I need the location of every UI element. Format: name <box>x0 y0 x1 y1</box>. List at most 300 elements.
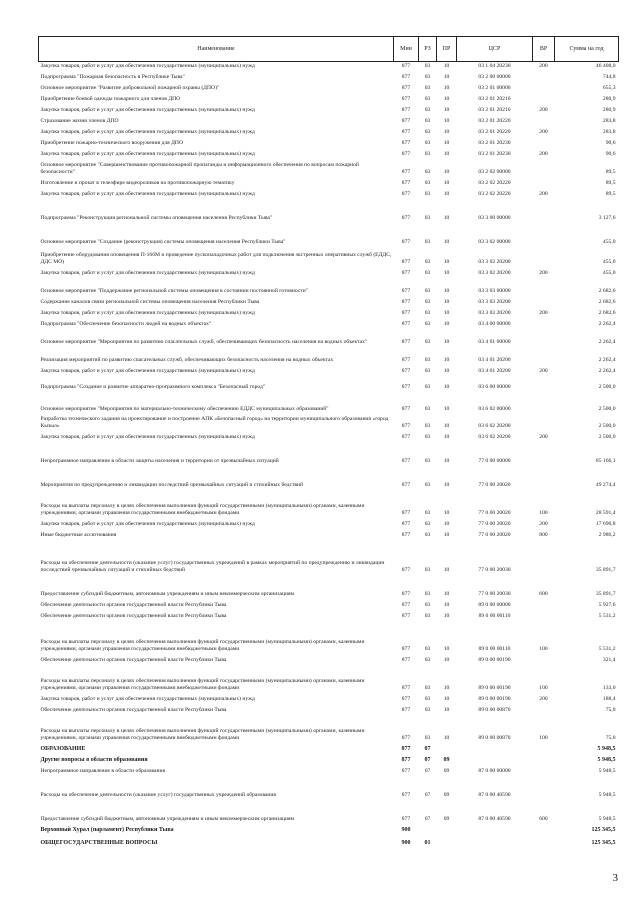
cell-rz: 03 <box>424 590 431 597</box>
cell-csr: 87 0 00 00000 <box>478 767 511 774</box>
cell-name: Подпрограмма "Создание и развитие аппаратно-программного комплекса "Безопасный город" <box>40 383 266 390</box>
cell-vr <box>533 441 555 465</box>
cell-rz: 03 <box>424 509 431 516</box>
cell-csr: 89 0 00 00000 <box>478 601 511 608</box>
cell-pr: 10 <box>443 509 450 516</box>
cell-vr: 100 <box>539 684 548 691</box>
cell-csr: 03 3 03 00000 <box>478 287 511 294</box>
cell-pr: 10 <box>443 356 450 363</box>
cell-sum: 125 345,5 <box>591 826 616 833</box>
cell-rz: 03 <box>424 566 431 573</box>
cell-pr: 10 <box>443 269 450 276</box>
cell-vr <box>533 465 555 489</box>
cell-vr <box>533 176 555 187</box>
table-row <box>39 317 619 328</box>
table-row <box>39 295 619 306</box>
cell-name: Обеспечение деятельности органов государственной власти Республики Тыва <box>40 612 227 619</box>
cell-sum: 5 948,5 <box>597 745 616 752</box>
header-csr: ЦСР <box>457 37 533 62</box>
cell-name: Предоставление субсидий бюджетным, автономным учреждениям и иным некоммерческим организациям <box>40 590 295 597</box>
header-sum: Сумма на год <box>555 37 619 62</box>
table-row <box>39 364 619 375</box>
cell-rz: 03 <box>424 84 431 91</box>
cell-csr: 03 2 01 20220 <box>478 117 511 124</box>
cell-sum: 5 948,5 <box>598 791 616 798</box>
cell-csr: 77 0 00 20030 <box>478 566 511 573</box>
cell-rz: 07 <box>424 815 431 822</box>
cell-sum: 5 948,5 <box>597 756 616 763</box>
cell-csr: 03 2 02 20220 <box>478 179 511 186</box>
cell-name: Непрограммное направление в области образования <box>40 767 166 774</box>
cell-sum: 89,5 <box>605 168 616 175</box>
cell-rz <box>419 823 437 834</box>
cell-sum: 455,0 <box>602 258 616 265</box>
cell-pr: 10 <box>443 367 450 374</box>
cell-sum: 655,3 <box>602 84 616 91</box>
cell-csr <box>457 742 533 753</box>
cell-csr: 03 2 01 20210 <box>478 95 511 102</box>
cell-min: 877 <box>401 734 411 741</box>
cell-min: 877 <box>401 168 411 175</box>
cell-min: 877 <box>401 179 411 186</box>
cell-rz: 03 <box>424 684 431 691</box>
cell-name: Закупка товаров, работ и услуг для обеспечения государственных (муниципальных) нужд <box>40 433 255 440</box>
table-row <box>39 609 619 620</box>
cell-csr: 03 2 01 20210 <box>478 106 511 113</box>
cell-rz: 03 <box>424 62 431 69</box>
cell-csr: 77 0 00 20030 <box>478 590 511 597</box>
cell-csr: 03 2 01 00000 <box>478 84 511 91</box>
cell-pr: 10 <box>443 695 450 702</box>
cell-min: 877 <box>401 106 411 113</box>
cell-sum: 321,4 <box>602 656 616 663</box>
cell-rz: 03 <box>424 190 431 197</box>
cell-min: 877 <box>401 695 411 702</box>
table-row <box>39 764 619 775</box>
cell-sum: 28 591,4 <box>595 509 616 516</box>
cell-vr: 100 <box>539 509 548 516</box>
cell-vr <box>533 742 555 753</box>
cell-pr: 10 <box>443 62 450 69</box>
cell-min: 877 <box>401 309 411 316</box>
cell-csr: 03 2 02 20220 <box>478 190 511 197</box>
cell-name: Содержание каналов связи региональной системы оповещения населения Республики Тыва <box>40 298 260 305</box>
cell-csr: 03 2 00 00000 <box>478 73 511 80</box>
cell-sum: 2 986,2 <box>598 531 616 538</box>
cell-name: Закупка товаров, работ и услуг для обеспечения государственных (муниципальных) нужд <box>40 150 255 157</box>
cell-rz: 03 <box>424 706 431 713</box>
cell-vr <box>533 598 555 609</box>
cell-pr: 10 <box>443 95 450 102</box>
table-row <box>39 742 619 753</box>
cell-sum: 5 531,2 <box>598 612 616 619</box>
cell-sum: 3 127,6 <box>598 214 616 221</box>
table-row <box>39 653 619 664</box>
table-row <box>39 823 619 834</box>
cell-vr <box>533 328 555 346</box>
cell-min: 877 <box>401 269 411 276</box>
cell-pr: 09 <box>443 791 450 798</box>
cell-csr: 03 6 02 20200 <box>478 422 511 429</box>
cell-csr: 03 3 03 20200 <box>478 298 511 305</box>
table-row <box>39 834 619 847</box>
cell-sum: 744,8 <box>602 73 616 80</box>
cell-rz: 03 <box>424 405 431 412</box>
cell-pr: 10 <box>443 139 450 146</box>
cell-min: 877 <box>401 367 411 374</box>
cell-pr: 10 <box>443 590 450 597</box>
cell-pr: 10 <box>443 287 450 294</box>
cell-csr: 03 2 01 20230 <box>478 139 511 146</box>
cell-csr: 89 0 00 00870 <box>478 734 511 741</box>
cell-vr <box>533 764 555 775</box>
cell-rz: 03 <box>424 320 431 327</box>
cell-rz: 03 <box>424 695 431 702</box>
cell-rz: 03 <box>424 645 431 652</box>
cell-rz: 07 <box>424 756 431 763</box>
cell-vr <box>533 158 555 176</box>
cell-csr: 03 2 01 20230 <box>478 150 511 157</box>
cell-csr: 77 0 00 00000 <box>478 457 511 464</box>
cell-vr <box>533 136 555 147</box>
cell-csr: 89 0 00 00190 <box>478 695 511 702</box>
table-row <box>39 517 619 528</box>
cell-min: 877 <box>401 298 411 305</box>
cell-min: 877 <box>401 767 411 774</box>
cell-sum: 85 166,1 <box>595 457 616 464</box>
cell-sum: 2 500,0 <box>598 405 616 412</box>
table-row <box>39 346 619 364</box>
cell-min: 877 <box>401 383 411 390</box>
cell-vr <box>533 114 555 125</box>
cell-csr: 03 6 00 00000 <box>478 383 511 390</box>
cell-sum: 46 408,0 <box>595 62 616 69</box>
cell-csr: 89 0 00 00190 <box>478 656 511 663</box>
cell-sum: 5 531,2 <box>598 645 616 652</box>
cell-pr: 10 <box>443 258 450 265</box>
cell-pr: 10 <box>443 338 450 345</box>
cell-name: Расходы на выплаты персоналу в целях обеспечения выполнения функций государственными (муниципальными) органами, казенными учреждениями, органами управления государственными внебюджетными фондами <box>40 728 365 741</box>
cell-rz: 03 <box>424 309 431 316</box>
cell-rz: 03 <box>424 73 431 80</box>
cell-pr: 10 <box>443 520 450 527</box>
cell-rz: 03 <box>424 383 431 390</box>
table-row <box>39 125 619 136</box>
cell-pr: 10 <box>443 106 450 113</box>
cell-csr: 03 3 03 20200 <box>478 309 511 316</box>
cell-pr: 10 <box>443 179 450 186</box>
cell-name: Подпрограмма "Пожарная безопасность в Республике Тыва" <box>40 73 185 80</box>
cell-vr: 200 <box>539 128 548 135</box>
cell-name: Расходы на выплаты персоналу в целях обеспечения выполнения функций государственными (муниципальными) органами, казенными учреждениями, органами управления государственными внебюджетными фондами <box>40 639 365 652</box>
cell-pr: 10 <box>443 84 450 91</box>
table-row <box>39 266 619 277</box>
cell-pr: 10 <box>443 684 450 691</box>
cell-min: 877 <box>401 520 411 527</box>
cell-vr: 800 <box>539 531 548 538</box>
cell-pr: 10 <box>443 117 450 124</box>
cell-min: 877 <box>401 645 411 652</box>
cell-pr: 10 <box>443 73 450 80</box>
cell-vr <box>533 92 555 103</box>
cell-pr: 10 <box>443 433 450 440</box>
cell-vr <box>533 198 555 222</box>
table-row <box>39 158 619 176</box>
cell-csr: 87 0 00 40590 <box>478 815 511 822</box>
cell-vr <box>533 70 555 81</box>
cell-csr: 03 1 04 20230 <box>478 62 511 69</box>
cell-sum: 2 500,0 <box>598 383 616 390</box>
cell-min: 877 <box>401 656 411 663</box>
cell-rz: 03 <box>424 457 431 464</box>
table-row <box>39 391 619 413</box>
cell-pr: 10 <box>443 298 450 305</box>
table-row <box>39 246 619 266</box>
table-row <box>39 413 619 430</box>
cell-vr <box>533 246 555 266</box>
cell-csr: 77 0 00 20020 <box>478 509 511 516</box>
cell-name: Закупка товаров, работ и услуг для обеспечения государственных (муниципальных) нужд <box>40 106 255 113</box>
cell-rz: 03 <box>424 95 431 102</box>
cell-name: Подпрограмма "Обеспечение безопасности людей на водных объектах" <box>40 320 212 327</box>
cell-min: 877 <box>401 509 411 516</box>
table-row <box>39 187 619 198</box>
cell-name: Приобретение оборудования оповещения П-166М и проведение пусконаладочных работ для подключения экстренных оперативных служб (ЕДДС, ДДС МО) <box>40 252 392 265</box>
cell-pr: 10 <box>443 128 450 135</box>
cell-csr: 03 6 02 20200 <box>478 433 511 440</box>
cell-min: 877 <box>401 745 411 752</box>
cell-name: Закупка товаров, работ и услуг для обеспечения государственных (муниципальных) нужд <box>40 269 255 276</box>
cell-csr: 03 2 02 00000 <box>478 168 511 175</box>
cell-sum: 283,8 <box>602 128 616 135</box>
cell-pr: 10 <box>443 601 450 608</box>
table-row <box>39 598 619 609</box>
cell-min: 900 <box>401 839 411 846</box>
cell-vr: 600 <box>539 815 548 822</box>
cell-sum: 5 948,5 <box>598 767 616 774</box>
cell-pr: 10 <box>443 238 450 245</box>
cell-pr: 10 <box>443 457 450 464</box>
table-row <box>39 306 619 317</box>
cell-min: 877 <box>401 590 411 597</box>
cell-csr: 03 2 01 20220 <box>478 128 511 135</box>
cell-name: Закупка товаров, работ и услуг для обеспечения государственных (муниципальных) нужд <box>40 62 255 69</box>
cell-min: 877 <box>401 150 411 157</box>
cell-rz: 03 <box>424 520 431 527</box>
cell-sum: 2 262,4 <box>598 367 616 374</box>
cell-min: 877 <box>401 531 411 538</box>
table-row <box>39 147 619 158</box>
cell-pr: 10 <box>443 168 450 175</box>
cell-csr: 03 4 00 00000 <box>478 320 511 327</box>
cell-name: Страхование жизни членов ДПО <box>40 117 119 124</box>
cell-sum: 75,0 <box>605 734 616 741</box>
cell-rz: 03 <box>424 287 431 294</box>
cell-min: 877 <box>401 214 411 221</box>
cell-min: 877 <box>401 457 411 464</box>
header-rz: РЗ <box>419 37 437 62</box>
cell-sum: 283,8 <box>602 117 616 124</box>
cell-name: Мероприятия по предупреждению и ликвидации последствий чрезвычайных ситуаций и стихийных бедствий <box>40 481 304 488</box>
table-row <box>39 692 619 703</box>
cell-sum: 2 262,4 <box>598 356 616 363</box>
cell-min: 877 <box>401 791 411 798</box>
cell-rz: 03 <box>424 168 431 175</box>
cell-sum: 188,4 <box>602 695 616 702</box>
cell-name: Подпрограмма "Реконструкция региональной системы оповещения населения Республики Тыва" <box>40 214 273 221</box>
table-row <box>39 136 619 147</box>
cell-min: 877 <box>401 422 411 429</box>
table-row <box>39 222 619 246</box>
cell-vr <box>533 539 555 574</box>
cell-pr: 09 <box>443 767 450 774</box>
cell-csr: 03 3 02 20200 <box>478 258 511 265</box>
cell-csr: 87 0 00 40590 <box>478 791 511 798</box>
cell-rz: 03 <box>424 481 431 488</box>
table-row <box>39 574 619 598</box>
cell-vr: 200 <box>539 695 548 702</box>
table-row <box>39 703 619 714</box>
cell-rz: 07 <box>424 767 431 774</box>
cell-name: Предоставление субсидий бюджетным, автономным учреждениям и иным некоммерческим организациям <box>40 815 295 822</box>
cell-name: Закупка товаров, работ и услуг для обеспечения государственных (муниципальных) нужд <box>40 128 255 135</box>
cell-rz: 03 <box>424 656 431 663</box>
cell-name: Верховный Хурал (парламент) Республики Тыва <box>40 826 174 833</box>
cell-rz: 03 <box>424 214 431 221</box>
header-vr: ВР <box>533 37 555 62</box>
cell-csr: 03 4 01 00000 <box>478 338 511 345</box>
cell-csr <box>457 823 533 834</box>
cell-min: 877 <box>401 706 411 713</box>
cell-vr: 600 <box>539 590 548 597</box>
cell-min: 877 <box>401 238 411 245</box>
cell-name: Расходы на выплаты персоналу в целях обеспечения выполнения функций государственными (муниципальными) органами, казенными учреждениями, органами управления государственными внебюджетными фондами <box>40 503 365 516</box>
cell-rz: 03 <box>424 356 431 363</box>
cell-min: 877 <box>401 481 411 488</box>
cell-vr: 200 <box>539 520 548 527</box>
cell-csr: 77 0 00 20020 <box>478 520 511 527</box>
cell-rz: 03 <box>424 298 431 305</box>
cell-pr: 10 <box>443 422 450 429</box>
cell-sum: 89,5 <box>605 179 616 186</box>
cell-sum: 35 891,7 <box>595 590 616 597</box>
table-row <box>39 714 619 742</box>
cell-rz: 03 <box>424 258 431 265</box>
cell-pr: 10 <box>443 190 450 197</box>
cell-sum: 89,5 <box>605 190 616 197</box>
cell-name: Обеспечение деятельности органов государственной власти Республики Тыва <box>40 656 227 663</box>
cell-rz: 07 <box>424 745 431 752</box>
cell-min: 877 <box>401 566 411 573</box>
cell-vr <box>533 295 555 306</box>
header-pr: ПР <box>437 37 457 62</box>
cell-name: Другие вопросы в области образования <box>40 756 148 763</box>
cell-rz: 03 <box>424 338 431 345</box>
cell-csr: 03 4 01 20200 <box>478 356 511 363</box>
cell-pr: 10 <box>443 734 450 741</box>
cell-rz: 01 <box>424 839 431 846</box>
table-header-row <box>39 37 619 62</box>
table-row <box>39 114 619 125</box>
cell-min: 877 <box>401 612 411 619</box>
cell-rz: 07 <box>424 791 431 798</box>
cell-vr <box>533 653 555 664</box>
table-row <box>39 753 619 764</box>
cell-pr <box>437 823 457 834</box>
cell-sum: 90,6 <box>605 139 616 146</box>
cell-pr: 10 <box>443 405 450 412</box>
cell-pr: 10 <box>443 612 450 619</box>
cell-sum: 2 500,0 <box>598 422 616 429</box>
cell-min: 877 <box>401 287 411 294</box>
cell-csr <box>457 834 533 847</box>
cell-name: Обеспечение деятельности органов государственной власти Республики Тыва <box>40 706 227 713</box>
cell-vr <box>533 703 555 714</box>
cell-rz: 03 <box>424 601 431 608</box>
cell-csr: 77 0 00 20020 <box>478 481 511 488</box>
cell-sum: 455,0 <box>602 269 616 276</box>
cell-sum: 2 262,4 <box>598 338 616 345</box>
table-row <box>39 176 619 187</box>
cell-pr: 10 <box>443 320 450 327</box>
cell-vr: 100 <box>539 734 548 741</box>
cell-rz: 03 <box>424 734 431 741</box>
cell-name: Основное мероприятие "Развитие добровольной пожарной охраны (ДПО)" <box>40 84 220 91</box>
cell-min: 877 <box>401 95 411 102</box>
cell-sum: 2 262,4 <box>598 320 616 327</box>
cell-vr: 200 <box>539 309 548 316</box>
table-row <box>39 62 619 70</box>
cell-sum: 2 682,6 <box>598 287 616 294</box>
table-row <box>39 277 619 295</box>
cell-name: Основное мероприятие "Мероприятия по материально-техническому обеспечению ЕДДС муниципальных образований" <box>40 405 329 412</box>
cell-csr: 03 3 02 20200 <box>478 269 511 276</box>
cell-csr <box>457 753 533 764</box>
table-row <box>39 620 619 653</box>
cell-pr: 10 <box>443 706 450 713</box>
cell-name: Основное мероприятие "Создание (реконструкция) системы оповещения населения Республики Тыва" <box>40 238 286 245</box>
cell-vr: 200 <box>539 367 548 374</box>
cell-vr <box>533 753 555 764</box>
cell-pr: 10 <box>443 214 450 221</box>
cell-name: Реализация мероприятий по развитию спасательных служб, обеспечивающих безопасность населения на водных объектах <box>40 356 334 363</box>
cell-vr <box>533 823 555 834</box>
cell-min: 877 <box>401 815 411 822</box>
cell-name: Расходы на выплаты персоналу в целях обеспечения выполнения функций государственными (муниципальными) органами, казенными учреждениями, органами управления государственными внебюджетными фондами <box>40 678 365 691</box>
table-row <box>39 489 619 517</box>
cell-name: Разработка технического задания на проектирование и построение АПК «Безопасный город» на территории муниципального образования «город Кызыл» <box>40 416 389 429</box>
cell-name: Обеспечение деятельности органов государственной власти Республики Тыва <box>40 601 227 608</box>
cell-min: 877 <box>401 684 411 691</box>
cell-rz: 03 <box>424 433 431 440</box>
table-row <box>39 198 619 222</box>
cell-vr: 100 <box>539 645 548 652</box>
table-row <box>39 528 619 539</box>
table-row <box>39 375 619 391</box>
cell-sum: 455,0 <box>602 238 616 245</box>
cell-name: Закупка товаров, работ и услуг для обеспечения государственных (муниципальных) нужд <box>40 520 255 527</box>
cell-rz: 03 <box>424 106 431 113</box>
cell-min: 877 <box>401 756 411 763</box>
cell-pr: 10 <box>443 531 450 538</box>
cell-csr: 89 0 00 00190 <box>478 684 511 691</box>
cell-csr: 03 3 02 00000 <box>478 238 511 245</box>
table-row <box>39 81 619 92</box>
budget-table-sheet <box>38 36 618 847</box>
cell-sum: 75,0 <box>605 706 616 713</box>
cell-name: Основное мероприятие "Совершенствование противопожарной пропаганды и информационного обеспечения по вопросам пожарной безопасности" <box>40 162 359 175</box>
cell-min: 877 <box>401 320 411 327</box>
